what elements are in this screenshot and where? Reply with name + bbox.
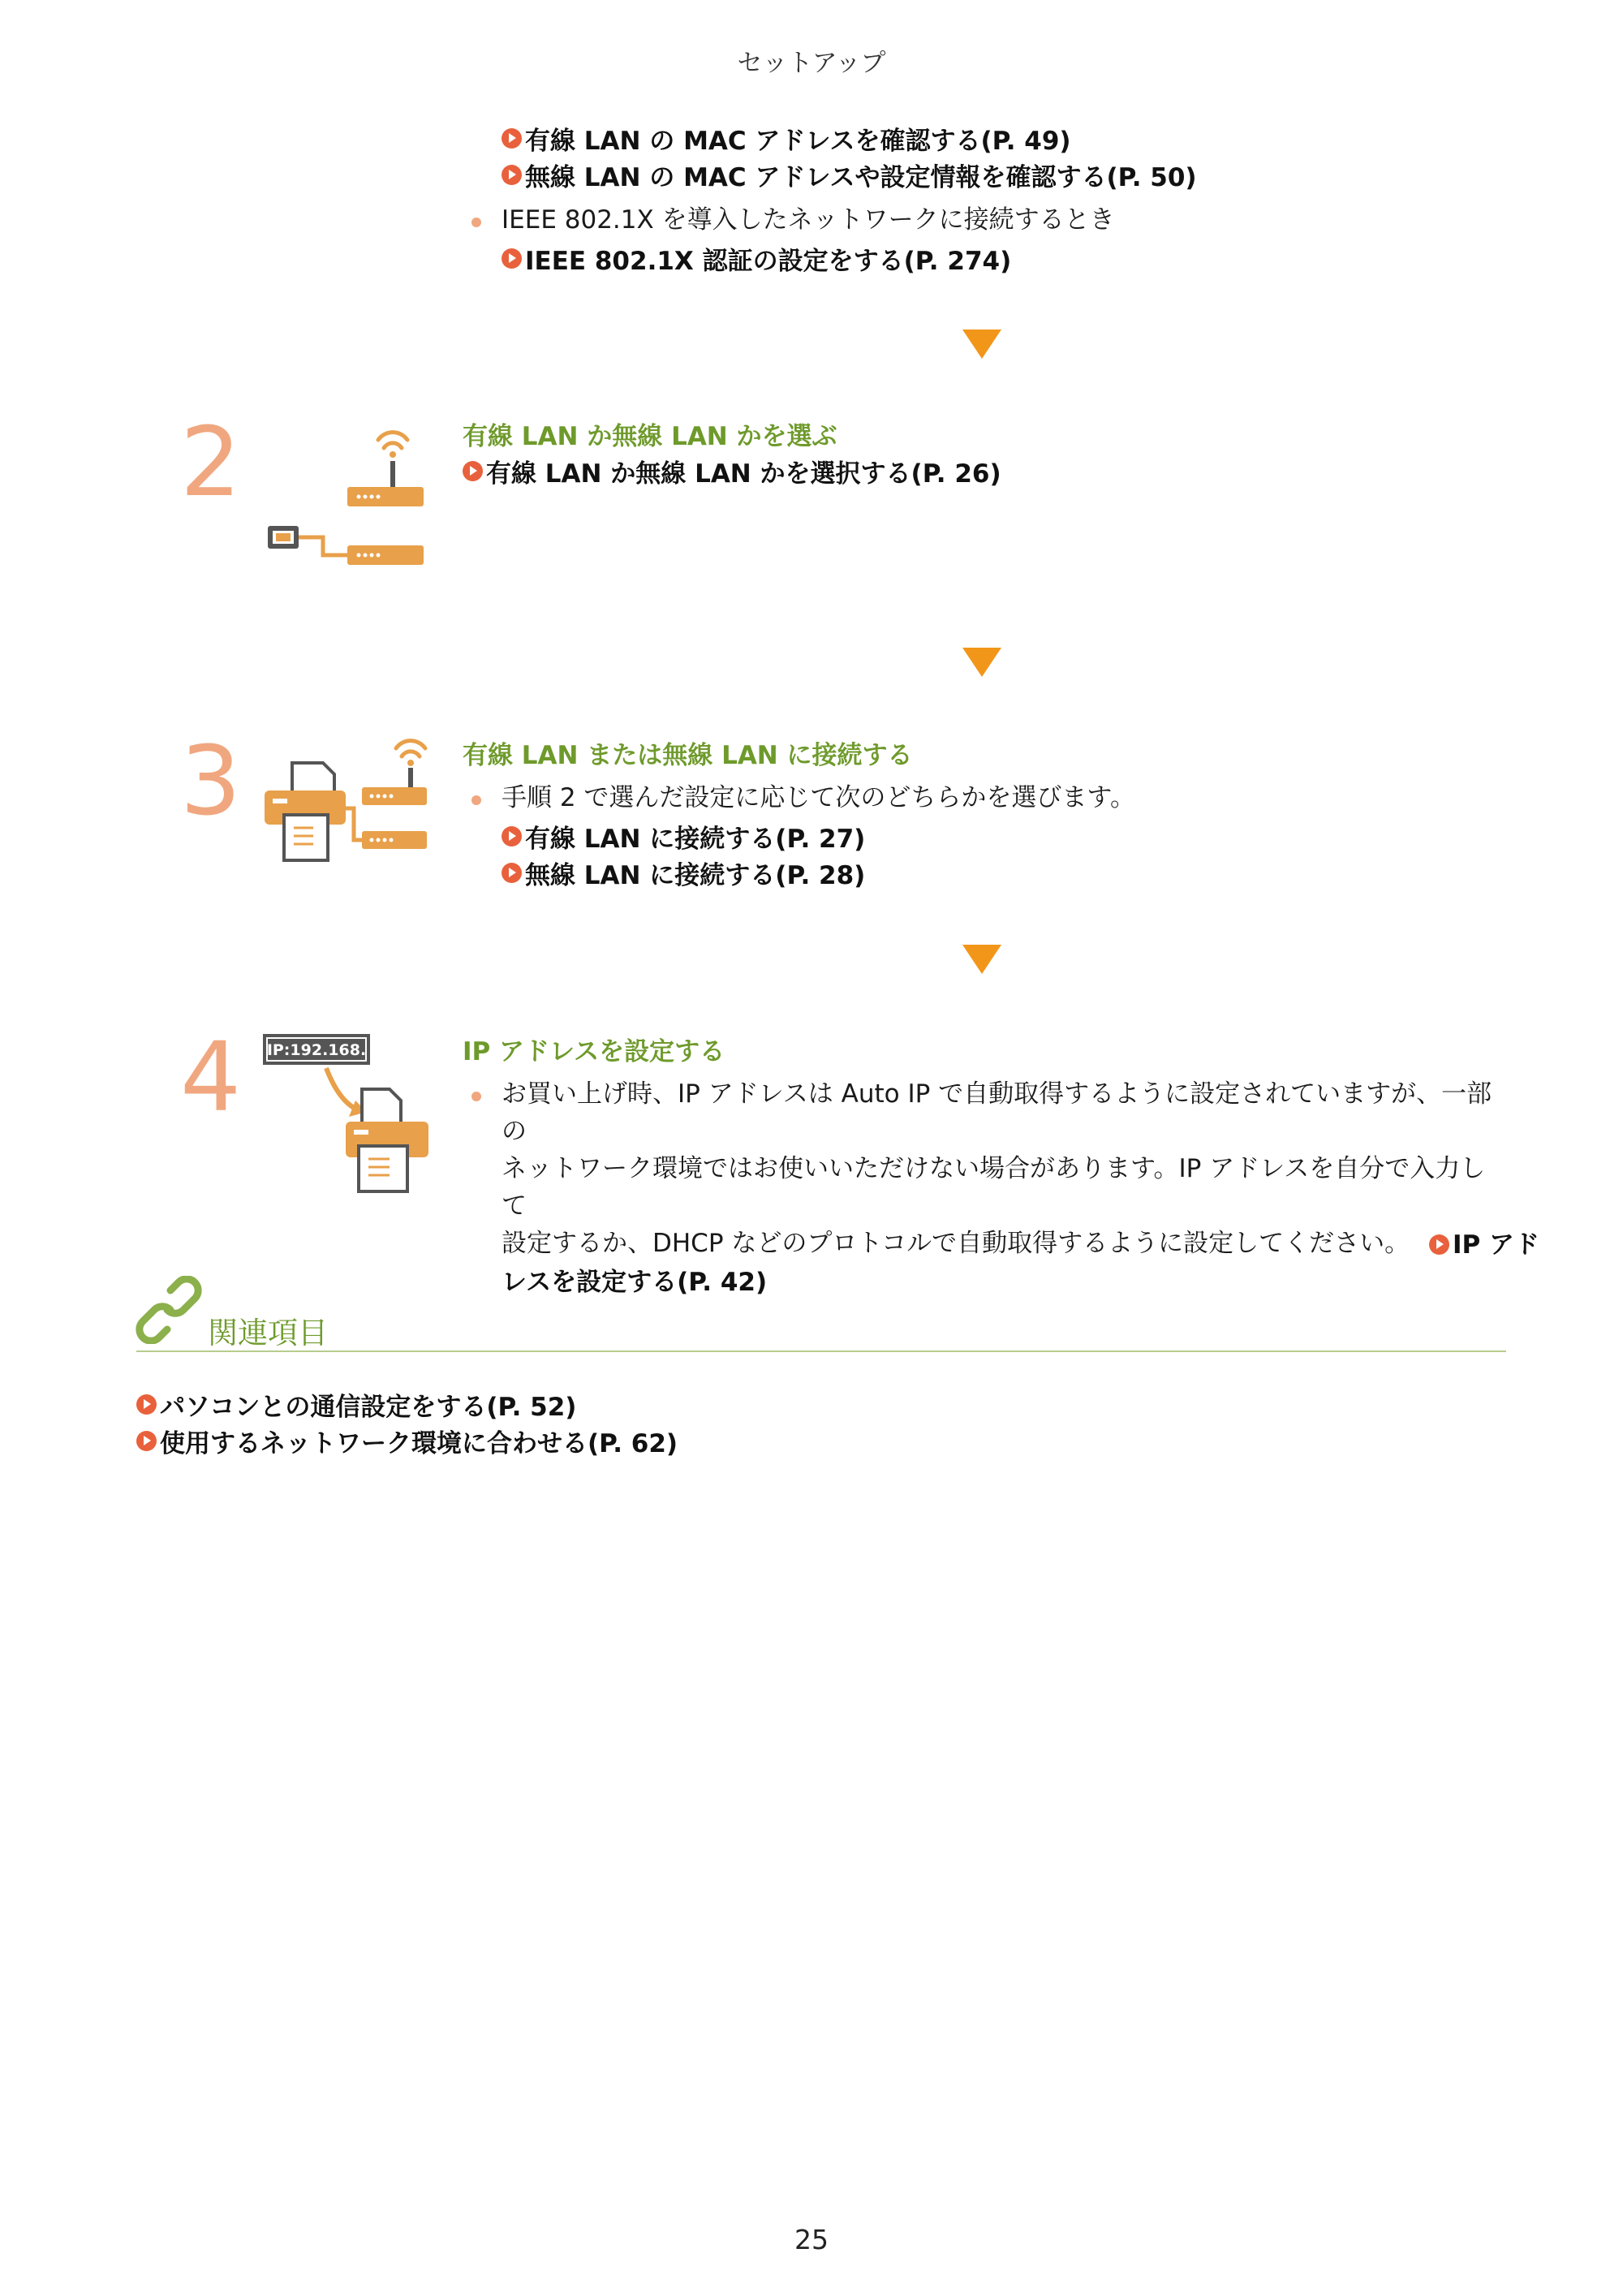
step-title: IP アドレスを設定する — [463, 1037, 725, 1066]
bullet-line: お買い上げ時、IP アドレスは Auto IP で自動取得するように設定されていますが、一部の — [502, 1079, 1492, 1146]
step-bullet-text: 手順 2 で選んだ設定に応じて次のどちらかを選びます。 — [502, 783, 1135, 812]
link-label: 有線 LAN の MAC アドレスを確認する(P. 49) — [525, 127, 1071, 156]
bullet-dot — [471, 795, 481, 805]
link-label: IEEE 802.1X 認証の設定をする(P. 274) — [525, 247, 1012, 276]
link-arrow-icon — [502, 863, 522, 883]
step-number: 4 — [180, 1021, 242, 1133]
link-label: IP アド — [1453, 1230, 1540, 1260]
link-arrow-icon — [502, 128, 522, 149]
link-arrow-icon — [463, 461, 483, 481]
page-header-title: セットアップ — [737, 49, 886, 78]
link-label: 使用するネットワーク環境に合わせる(P. 62) — [160, 1429, 678, 1458]
bullet-line: ネットワーク環境ではお使いいただけない場合があります。IP アドレスを自分で入力して — [502, 1154, 1486, 1221]
printer-router-illustration-icon — [260, 737, 430, 867]
link-arrow-icon — [1429, 1234, 1449, 1255]
link-label: 無線 LAN に接続する(P. 28) — [525, 861, 866, 890]
related-divider — [136, 1350, 1506, 1352]
link-wireless-connect[interactable] — [502, 855, 865, 891]
lan-router-illustration-icon — [265, 422, 431, 576]
bullet-dot — [471, 218, 481, 227]
bullet-dot — [471, 1092, 481, 1101]
link-wired-mac[interactable] — [502, 120, 1071, 157]
link-ieee-8021x[interactable] — [502, 240, 1011, 277]
step-number: 2 — [180, 406, 242, 518]
page-number: 25 — [794, 2224, 829, 2255]
link-label: 無線 LAN の MAC アドレスや設定情報を確認する(P. 50) — [525, 163, 1197, 192]
link-arrow-icon — [502, 826, 522, 846]
link-arrow-icon — [136, 1394, 157, 1415]
link-label: パソコンとの通信設定をする(P. 52) — [160, 1393, 577, 1422]
link-select-lan[interactable] — [463, 453, 1001, 489]
step-number: 3 — [180, 725, 242, 837]
link-pc-communication[interactable] — [136, 1386, 576, 1423]
link-label: レスを設定する(P. 42) — [502, 1267, 768, 1297]
link-set-ip-part1[interactable] — [1429, 1226, 1539, 1264]
link-network-environment[interactable] — [136, 1423, 678, 1459]
link-arrow-icon — [502, 165, 522, 185]
step-title: 有線 LAN または無線 LAN に接続する — [463, 741, 913, 770]
step-title: 有線 LAN か無線 LAN かを選ぶ — [463, 422, 837, 451]
flow-down-arrow-icon — [962, 330, 1001, 359]
link-label: 有線 LAN に接続する(P. 27) — [525, 825, 866, 854]
link-set-ip-part2[interactable] — [502, 1264, 767, 1301]
related-section-title: 関連項目 — [208, 1316, 328, 1350]
ip-address-label: IP:192.168. — [266, 1041, 367, 1059]
link-wired-connect[interactable] — [502, 818, 865, 855]
link-arrow-icon — [136, 1431, 157, 1451]
ip-printer-illustration-icon — [261, 1032, 432, 1195]
step-bullet-paragraph — [502, 1075, 1540, 1301]
link-arrow-icon — [502, 248, 522, 269]
flow-down-arrow-icon — [962, 648, 1001, 677]
bullet-line-with-link — [502, 1225, 1540, 1264]
link-label: 有線 LAN か無線 LAN かを選択する(P. 26) — [486, 459, 1001, 489]
bullet-line: 設定するか、DHCP などのプロトコルで自動取得するように設定してください。 — [502, 1229, 1410, 1258]
link-wireless-mac[interactable] — [502, 157, 1197, 193]
flow-down-arrow-icon — [962, 945, 1001, 974]
chain-link-icon — [135, 1276, 203, 1344]
intro-bullet-text: IEEE 802.1X を導入したネットワークに接続するとき — [502, 205, 1115, 235]
